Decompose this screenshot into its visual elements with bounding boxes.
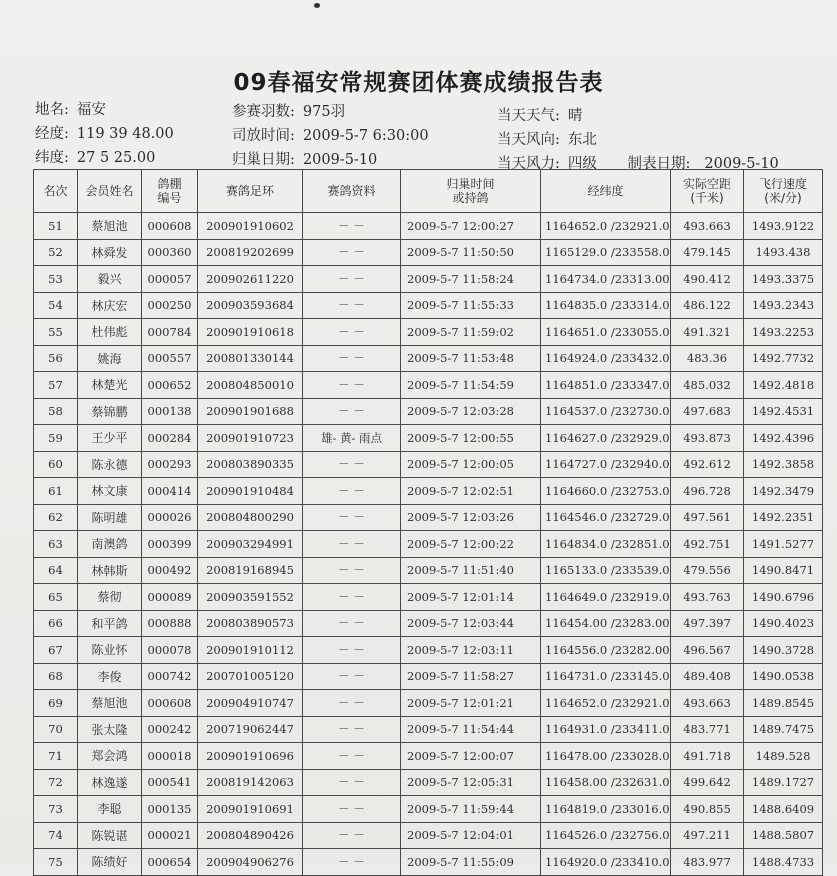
table-row: [34, 690, 823, 717]
distance-cell: 485.032: [671, 372, 744, 399]
member-name-cell: 陈业怀: [78, 637, 142, 664]
speed-cell: 1492.4818: [744, 372, 823, 399]
bird-info-cell: － －: [303, 213, 401, 240]
loft-number-cell: 000026: [142, 504, 198, 531]
speed-cell: 1489.7475: [744, 716, 823, 743]
speed-cell: 1488.4733: [744, 849, 823, 876]
distance-cell: 492.612: [671, 451, 744, 478]
bird-info-cell: － －: [303, 690, 401, 717]
ring-number-cell: 200804800290: [198, 504, 303, 531]
coordinates-cell: 1164734.0 /23313.00: [541, 266, 671, 293]
rank-cell: 57: [34, 372, 78, 399]
col-rank-header: 名次: [34, 170, 78, 213]
distance-cell: 497.397: [671, 610, 744, 637]
rank-cell: 75: [34, 849, 78, 876]
return-time-cell: 2009-5-7 12:03:44: [401, 610, 541, 637]
ring-number-cell: 200819168945: [198, 557, 303, 584]
ring-number-cell: 200901910691: [198, 796, 303, 823]
loft-number-cell: 000557: [142, 345, 198, 372]
bird-info-cell: － －: [303, 822, 401, 849]
member-name-cell: 陈锐谌: [78, 822, 142, 849]
distance-cell: 497.561: [671, 504, 744, 531]
table-row: [34, 743, 823, 770]
ring-number-cell: 200803890573: [198, 610, 303, 637]
rank-cell: 69: [34, 690, 78, 717]
bird-info-cell: － －: [303, 266, 401, 293]
return-time-cell: 2009-5-7 12:03:28: [401, 398, 541, 425]
distance-cell: 493.663: [671, 690, 744, 717]
rank-cell: 51: [34, 213, 78, 240]
rank-cell: 58: [34, 398, 78, 425]
distance-cell: 497.683: [671, 398, 744, 425]
rank-cell: 64: [34, 557, 78, 584]
release-row: 司放时间: 2009-5-7 6:30:00: [232, 128, 429, 144]
loft-number-cell: 000608: [142, 690, 198, 717]
bird-info-cell: － －: [303, 849, 401, 876]
loft-number-cell: 000089: [142, 584, 198, 611]
col-info-header: 赛鸽资料: [303, 170, 401, 213]
ring-number-cell: 200719062447: [198, 716, 303, 743]
return-time-cell: 2009-5-7 12:00:55: [401, 425, 541, 452]
bird-info-cell: － －: [303, 796, 401, 823]
table-row: [34, 769, 823, 796]
table-row: [34, 239, 823, 266]
distance-cell: 493.873: [671, 425, 744, 452]
ring-number-cell: 200901901688: [198, 398, 303, 425]
return-time-cell: 2009-5-7 12:00:27: [401, 213, 541, 240]
ring-number-cell: 200901910618: [198, 319, 303, 346]
return-time-cell: 2009-5-7 11:50:50: [401, 239, 541, 266]
loft-number-cell: 000360: [142, 239, 198, 266]
loft-number-cell: 000888: [142, 610, 198, 637]
bird-info-cell: － －: [303, 319, 401, 346]
distance-cell: 496.567: [671, 637, 744, 664]
ring-number-cell: 200902611220: [198, 266, 303, 293]
loft-number-cell: 000284: [142, 425, 198, 452]
coordinates-cell: 1164835.0 /233314.0: [541, 292, 671, 319]
table-row: [34, 425, 823, 452]
speed-cell: 1488.6409: [744, 796, 823, 823]
col-distance-header: 实际空距 (千米): [671, 170, 744, 213]
ring-number-cell: 200901910484: [198, 478, 303, 505]
distance-cell: 483.36: [671, 345, 744, 372]
rank-cell: 52: [34, 239, 78, 266]
speed-cell: 1490.6796: [744, 584, 823, 611]
ring-number-cell: 200801330144: [198, 345, 303, 372]
ring-number-cell: 200803890335: [198, 451, 303, 478]
member-name-cell: 林舜发: [78, 239, 142, 266]
return-time-cell: 2009-5-7 12:00:22: [401, 531, 541, 558]
birds-row: 参赛羽数: 975羽: [232, 104, 346, 120]
return-time-cell: 2009-5-7 12:02:51: [401, 478, 541, 505]
bird-info-cell: － －: [303, 292, 401, 319]
speed-cell: 1489.8545: [744, 690, 823, 717]
return-time-cell: 2009-5-7 12:01:21: [401, 690, 541, 717]
table-row: [34, 849, 823, 876]
return-time-cell: 2009-5-7 11:55:33: [401, 292, 541, 319]
return-time-cell: 2009-5-7 11:54:44: [401, 716, 541, 743]
speed-cell: 1492.3858: [744, 451, 823, 478]
member-name-cell: 李俊: [78, 663, 142, 690]
member-name-cell: 王少平: [78, 425, 142, 452]
coordinates-cell: 1164931.0 /233411.0: [541, 716, 671, 743]
coordinates-cell: 1164546.0 /232729.0: [541, 504, 671, 531]
rank-cell: 70: [34, 716, 78, 743]
rank-cell: 74: [34, 822, 78, 849]
ring-number-cell: 200901910696: [198, 743, 303, 770]
return-time-cell: 2009-5-7 12:05:31: [401, 769, 541, 796]
speed-cell: 1489.528: [744, 743, 823, 770]
member-name-cell: 蔡锦鹏: [78, 398, 142, 425]
member-name-cell: 林逸遂: [78, 769, 142, 796]
speed-cell: 1488.5807: [744, 822, 823, 849]
speed-cell: 1492.7732: [744, 345, 823, 372]
longitude-row: 经度: 119 39 48.00: [35, 126, 174, 142]
coordinates-cell: 1164651.0 /233055.0: [541, 319, 671, 346]
ring-number-cell: 200903593684: [198, 292, 303, 319]
loft-number-cell: 000021: [142, 822, 198, 849]
distance-cell: 491.321: [671, 319, 744, 346]
coordinates-cell: 1164834.0 /232851.0: [541, 531, 671, 558]
loft-number-cell: 000654: [142, 849, 198, 876]
rank-cell: 54: [34, 292, 78, 319]
speed-cell: 1493.3375: [744, 266, 823, 293]
distance-cell: 496.728: [671, 478, 744, 505]
bird-info-cell: － －: [303, 504, 401, 531]
table-header-row: [34, 170, 823, 213]
bird-info-cell: － －: [303, 743, 401, 770]
speed-cell: 1493.2343: [744, 292, 823, 319]
loft-number-cell: 000242: [142, 716, 198, 743]
rank-cell: 55: [34, 319, 78, 346]
loft-number-cell: 000293: [142, 451, 198, 478]
coordinates-cell: 1164627.0 /232929.0: [541, 425, 671, 452]
col-coords-header: 经纬度: [541, 170, 671, 213]
loft-number-cell: 000018: [142, 743, 198, 770]
rank-cell: 60: [34, 451, 78, 478]
distance-cell: 479.556: [671, 557, 744, 584]
loft-number-cell: 000135: [142, 796, 198, 823]
member-name-cell: 姚海: [78, 345, 142, 372]
coordinates-cell: 116454.00 /23283.00: [541, 610, 671, 637]
return-time-cell: 2009-5-7 11:59:44: [401, 796, 541, 823]
table-row: [34, 213, 823, 240]
rank-cell: 73: [34, 796, 78, 823]
speed-cell: 1492.4396: [744, 425, 823, 452]
speed-cell: 1492.3479: [744, 478, 823, 505]
location-row: 地名: 福安: [35, 102, 106, 118]
bird-info-cell: － －: [303, 584, 401, 611]
bird-info-cell: 雄- 黄- 雨点: [303, 425, 401, 452]
coordinates-cell: 1164819.0 /233016.0: [541, 796, 671, 823]
return-row: 归巢日期: 2009-5-10: [232, 152, 378, 168]
bird-info-cell: － －: [303, 372, 401, 399]
member-name-cell: 林楚光: [78, 372, 142, 399]
table-row: [34, 319, 823, 346]
col-member-header: 会员姓名: [78, 170, 142, 213]
table-row: [34, 531, 823, 558]
member-name-cell: 南澳鸽: [78, 531, 142, 558]
return-time-cell: 2009-5-7 11:53:48: [401, 345, 541, 372]
bird-info-cell: － －: [303, 478, 401, 505]
member-name-cell: 林文康: [78, 478, 142, 505]
distance-cell: 491.718: [671, 743, 744, 770]
table-row: [34, 504, 823, 531]
loft-number-cell: 000078: [142, 637, 198, 664]
member-name-cell: 郑会鸿: [78, 743, 142, 770]
distance-cell: 489.408: [671, 663, 744, 690]
rank-cell: 61: [34, 478, 78, 505]
col-loft-header: 鸽棚 编号: [142, 170, 198, 213]
bird-info-cell: － －: [303, 769, 401, 796]
coordinates-cell: 1164851.0 /233347.0: [541, 372, 671, 399]
return-time-cell: 2009-5-7 12:03:11: [401, 637, 541, 664]
table-row: [34, 451, 823, 478]
loft-number-cell: 000541: [142, 769, 198, 796]
latitude-row: 纬度: 27 5 25.00: [35, 150, 156, 166]
member-name-cell: 蔡彻: [78, 584, 142, 611]
distance-cell: 493.663: [671, 213, 744, 240]
coordinates-cell: 1165133.0 /233539.0: [541, 557, 671, 584]
coordinates-cell: 1164920.0 /233410.0: [541, 849, 671, 876]
loft-number-cell: 000652: [142, 372, 198, 399]
table-row: [34, 822, 823, 849]
member-name-cell: 李聪: [78, 796, 142, 823]
table-body: [34, 213, 823, 876]
coordinates-cell: 116458.00 /232631.0: [541, 769, 671, 796]
ring-number-cell: 200819202699: [198, 239, 303, 266]
rank-cell: 67: [34, 637, 78, 664]
ring-number-cell: 200903294991: [198, 531, 303, 558]
weather-row: 当天天气: 晴: [497, 108, 583, 124]
table-row: [34, 584, 823, 611]
bird-info-cell: － －: [303, 345, 401, 372]
loft-number-cell: 000250: [142, 292, 198, 319]
distance-cell: 483.977: [671, 849, 744, 876]
wind-direction-row: 当天风向: 东北: [497, 132, 597, 148]
loft-number-cell: 000492: [142, 557, 198, 584]
bird-info-cell: － －: [303, 557, 401, 584]
ring-number-cell: 200901910602: [198, 213, 303, 240]
ring-number-cell: 200804890426: [198, 822, 303, 849]
table-row: [34, 663, 823, 690]
return-time-cell: 2009-5-7 12:03:26: [401, 504, 541, 531]
member-name-cell: 杜伟彪: [78, 319, 142, 346]
col-ring-header: 赛鸽足环: [198, 170, 303, 213]
member-name-cell: 和平鸽: [78, 610, 142, 637]
bird-info-cell: － －: [303, 663, 401, 690]
rank-cell: 65: [34, 584, 78, 611]
speed-cell: 1489.1727: [744, 769, 823, 796]
distance-cell: 493.763: [671, 584, 744, 611]
loft-number-cell: 000414: [142, 478, 198, 505]
table-row: [34, 292, 823, 319]
table-row: [34, 557, 823, 584]
speed-cell: 1493.2253: [744, 319, 823, 346]
table-row: [34, 610, 823, 637]
rank-cell: 63: [34, 531, 78, 558]
ink-dot: [314, 3, 320, 8]
rank-cell: 66: [34, 610, 78, 637]
member-name-cell: 陈明雄: [78, 504, 142, 531]
bird-info-cell: － －: [303, 531, 401, 558]
loft-number-cell: 000138: [142, 398, 198, 425]
rank-cell: 72: [34, 769, 78, 796]
ring-number-cell: 200901910112: [198, 637, 303, 664]
distance-cell: 486.122: [671, 292, 744, 319]
bird-info-cell: － －: [303, 610, 401, 637]
col-speed-header: 飞行速度 (米/分): [744, 170, 823, 213]
distance-cell: 490.855: [671, 796, 744, 823]
ring-number-cell: 200701005120: [198, 663, 303, 690]
return-time-cell: 2009-5-7 12:04:01: [401, 822, 541, 849]
distance-cell: 490.412: [671, 266, 744, 293]
return-time-cell: 2009-5-7 11:59:02: [401, 319, 541, 346]
member-name-cell: 林韩斯: [78, 557, 142, 584]
table-row: [34, 637, 823, 664]
coordinates-cell: 1164649.0 /232919.0: [541, 584, 671, 611]
loft-number-cell: 000057: [142, 266, 198, 293]
ring-number-cell: 200804850010: [198, 372, 303, 399]
member-name-cell: 蔡旭池: [78, 213, 142, 240]
return-time-cell: 2009-5-7 11:55:09: [401, 849, 541, 876]
member-name-cell: 毅兴: [78, 266, 142, 293]
speed-cell: 1490.4023: [744, 610, 823, 637]
distance-cell: 479.145: [671, 239, 744, 266]
loft-number-cell: 000784: [142, 319, 198, 346]
coordinates-cell: 1164727.0 /232940.0: [541, 451, 671, 478]
distance-cell: 483.771: [671, 716, 744, 743]
return-time-cell: 2009-5-7 12:00:07: [401, 743, 541, 770]
coordinates-cell: 1164660.0 /232753.0: [541, 478, 671, 505]
table-row: [34, 796, 823, 823]
table-row: [34, 345, 823, 372]
table-row: [34, 398, 823, 425]
return-time-cell: 2009-5-7 11:51:40: [401, 557, 541, 584]
ring-number-cell: 200904910747: [198, 690, 303, 717]
wind-force-row: 当天风力: 四级 制表日期: 2009-5-10: [497, 156, 779, 172]
speed-cell: 1492.2351: [744, 504, 823, 531]
ring-number-cell: 200904906276: [198, 849, 303, 876]
rank-cell: 59: [34, 425, 78, 452]
table-row: [34, 372, 823, 399]
speed-cell: 1493.9122: [744, 213, 823, 240]
report-title: 09春福安常规赛团体赛成绩报告表: [233, 70, 604, 96]
speed-cell: 1490.3728: [744, 637, 823, 664]
member-name-cell: 蔡旭池: [78, 690, 142, 717]
member-name-cell: 张太隆: [78, 716, 142, 743]
bird-info-cell: － －: [303, 451, 401, 478]
return-time-cell: 2009-5-7 11:58:27: [401, 663, 541, 690]
table-row: [34, 478, 823, 505]
return-time-cell: 2009-5-7 11:58:24: [401, 266, 541, 293]
coordinates-cell: 1164652.0 /232921.0: [541, 213, 671, 240]
speed-cell: 1490.0538: [744, 663, 823, 690]
speed-cell: 1492.4531: [744, 398, 823, 425]
speed-cell: 1490.8471: [744, 557, 823, 584]
speed-cell: 1491.5277: [744, 531, 823, 558]
loft-number-cell: 000608: [142, 213, 198, 240]
return-time-cell: 2009-5-7 12:01:14: [401, 584, 541, 611]
bird-info-cell: － －: [303, 398, 401, 425]
rank-cell: 71: [34, 743, 78, 770]
coordinates-cell: 1165129.0 /233558.0: [541, 239, 671, 266]
return-time-cell: 2009-5-7 12:00:05: [401, 451, 541, 478]
distance-cell: 492.751: [671, 531, 744, 558]
loft-number-cell: 000742: [142, 663, 198, 690]
speed-cell: 1493.438: [744, 239, 823, 266]
rank-cell: 56: [34, 345, 78, 372]
member-name-cell: 陈永德: [78, 451, 142, 478]
return-time-cell: 2009-5-7 11:54:59: [401, 372, 541, 399]
coordinates-cell: 1164537.0 /232730.0: [541, 398, 671, 425]
member-name-cell: 陈绩好: [78, 849, 142, 876]
rank-cell: 68: [34, 663, 78, 690]
coordinates-cell: 1164652.0 /232921.0: [541, 690, 671, 717]
loft-number-cell: 000399: [142, 531, 198, 558]
coordinates-cell: 116478.00 /233028.0: [541, 743, 671, 770]
distance-cell: 499.642: [671, 769, 744, 796]
col-return-header: 归巢时间 或持鸽: [401, 170, 541, 213]
distance-cell: 497.211: [671, 822, 744, 849]
rank-cell: 53: [34, 266, 78, 293]
ring-number-cell: 200819142063: [198, 769, 303, 796]
rank-cell: 62: [34, 504, 78, 531]
coordinates-cell: 1164924.0 /233432.0: [541, 345, 671, 372]
ring-number-cell: 200903591552: [198, 584, 303, 611]
coordinates-cell: 1164731.0 /233145.0: [541, 663, 671, 690]
table-row: [34, 716, 823, 743]
ring-number-cell: 200901910723: [198, 425, 303, 452]
bird-info-cell: － －: [303, 716, 401, 743]
bird-info-cell: － －: [303, 637, 401, 664]
member-name-cell: 林庆宏: [78, 292, 142, 319]
coordinates-cell: 1164556.0 /23282.00: [541, 637, 671, 664]
bird-info-cell: － －: [303, 239, 401, 266]
coordinates-cell: 1164526.0 /232756.0: [541, 822, 671, 849]
results-table: [33, 169, 823, 876]
table-row: [34, 266, 823, 293]
